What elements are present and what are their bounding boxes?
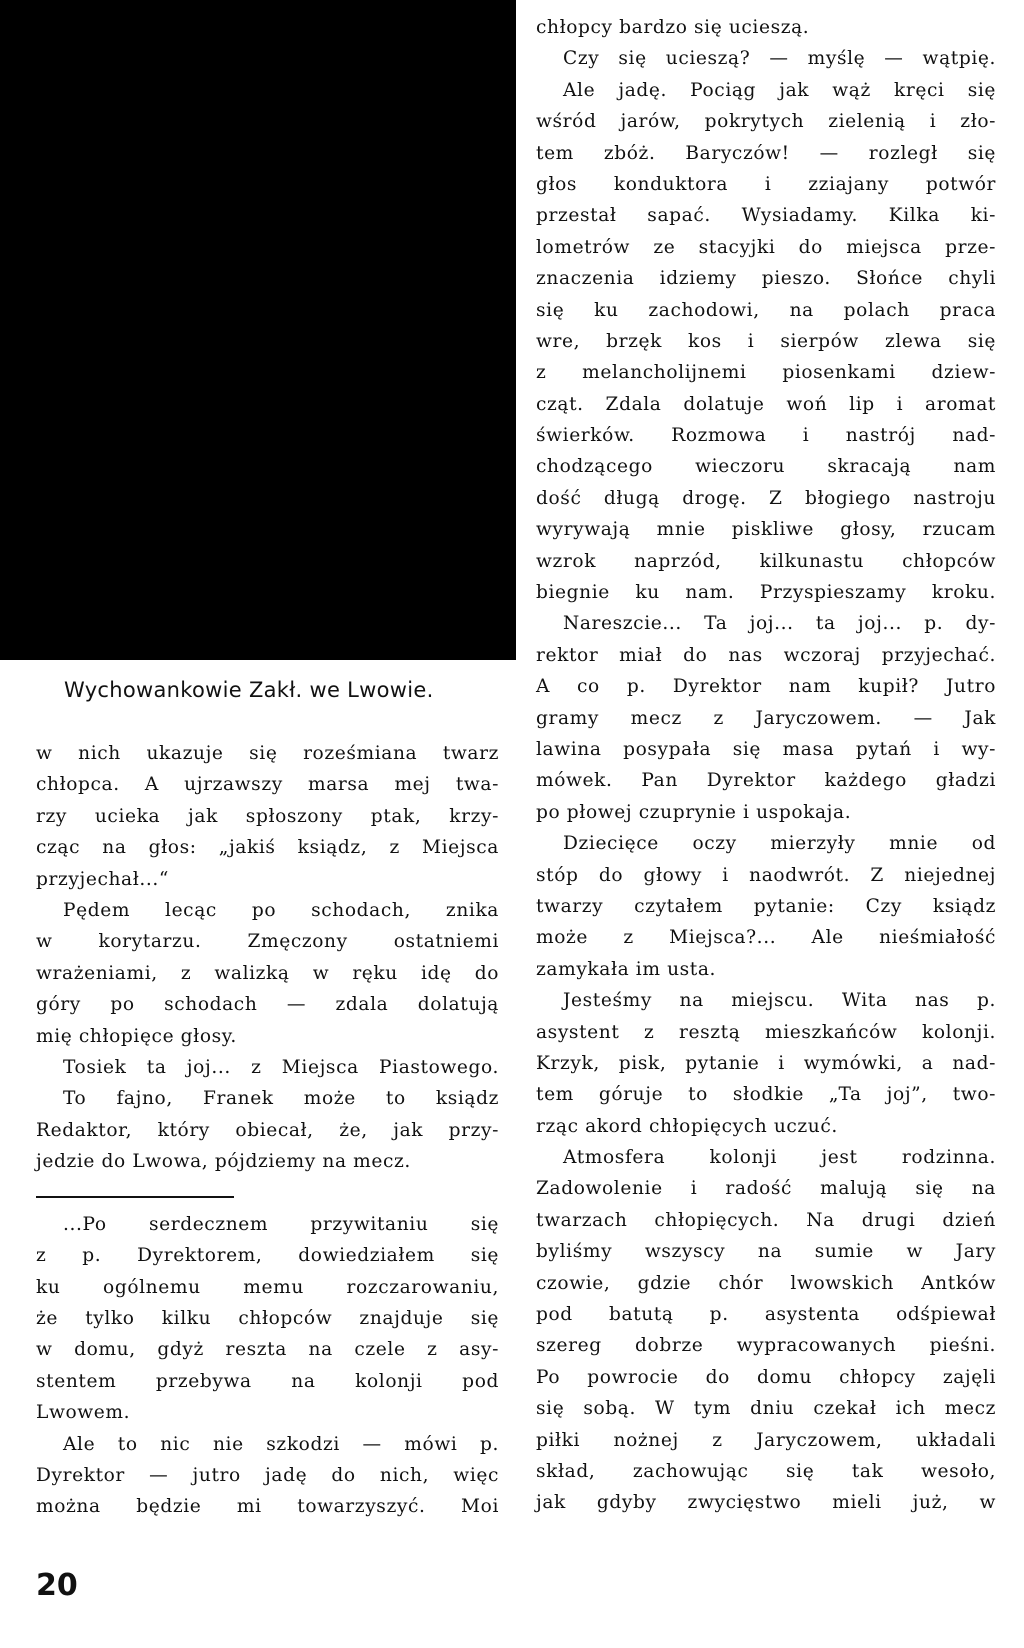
text-line: może z Miejsca?... Ale nieśmiałość <box>536 927 996 949</box>
text-line: w domu, gdyż reszta na czele z asy- <box>36 1339 499 1361</box>
text-line: skład, zachowując się tak wesoło, <box>536 1460 996 1482</box>
text-line: tem zbóż. Baryczów! — rozległ się <box>536 142 996 164</box>
photo-caption: Wychowankowie Zakł. we Lwowie. <box>64 678 434 702</box>
text-line: Jesteśmy na miejscu. Wita nas p. <box>563 990 996 1012</box>
text-line: wrażeniami, z walizką w ręku idę do <box>36 962 499 984</box>
text-line: pod batutą p. asystenta odśpiewał <box>536 1304 996 1326</box>
page-number: 20 <box>36 1568 78 1603</box>
text-line: asystent z resztą mieszkańców kolonji. <box>536 1021 996 1043</box>
section-separator <box>36 1177 499 1208</box>
text-line: znaczenia idziemy pieszo. Słońce chyli <box>536 268 996 290</box>
text-line: cząc na głos: „jakiś ksiądz, z Miejsca <box>36 837 499 859</box>
text-line: byliśmy wszyscy na sumie w Jary <box>536 1241 996 1263</box>
text-line: dość długą drogę. Z błogiego nastroju <box>536 487 996 509</box>
right-column <box>536 12 996 1519</box>
text-line: chłopca. A ujrzawszy marsa mej twa- <box>36 774 499 796</box>
text-line: wzrok naprzód, kilkunastu chłopców <box>536 550 996 572</box>
text-line: jak gdyby zwycięstwo mieli już, w <box>536 1492 996 1514</box>
text-line: gramy mecz z Jaryczowem. — Jak <box>536 707 996 729</box>
left-column <box>36 738 499 1523</box>
text-line: Czy się ucieszą? — myślę — wątpię. <box>563 48 996 70</box>
text-line: chodzącego wieczoru skracają nam <box>536 456 996 478</box>
text-line: Ale to nic nie szkodzi — mówi p. <box>63 1433 499 1455</box>
text-line: można będzie mi towarzyszyć. Moi <box>36 1496 499 1518</box>
text-line: szereg dobrze wypracowanych pieśni. <box>536 1335 996 1357</box>
text-line: A co p. Dyrektor nam kupił? Jutro <box>536 676 996 698</box>
text-line: Atmosfera kolonji jest rodzinna. <box>563 1147 996 1169</box>
text-line: biegnie ku nam. Przyspieszamy kroku. <box>536 582 996 604</box>
text-line: rektor miał do nas wczoraj przyjechać. <box>536 644 996 666</box>
text-line: Po powrocie do domu chłopcy zajęli <box>536 1366 996 1388</box>
text-line: Lwowem. <box>36 1402 131 1424</box>
text-line: tem góruje to słodkie „Ta joj”, two- <box>536 1084 996 1106</box>
text-line: w korytarzu. Zmęczony ostatniemi <box>36 931 499 953</box>
text-line: mię chłopięce głosy. <box>36 1025 237 1047</box>
text-line: Krzyk, pisk, pytanie i wymówki, a nad- <box>536 1052 996 1074</box>
text-line: świerków. Rozmowa i nastrój nad- <box>536 425 996 447</box>
text-line: przestał sapać. Wysiadamy. Kilka ki- <box>536 205 996 227</box>
text-line: czowie, gdzie chór lwowskich Antków <box>536 1272 996 1294</box>
photo-area <box>0 0 516 660</box>
text-line: To fajno, Franek może to ksiądz <box>63 1088 499 1110</box>
text-line: Dyrektor — jutro jadę do nich, więc <box>36 1464 499 1486</box>
text-line: Dziecięce oczy mierzyły mnie od <box>563 833 996 855</box>
text-line: wre, brzęk kos i sierpów zlewa się <box>536 330 996 352</box>
text-line: wśród jarów, pokrytych zielenią i zło- <box>536 111 996 133</box>
text-line: z melancholijnemi piosenkami dziew- <box>536 362 996 384</box>
text-line: piłki nożnej z Jaryczowem, układali <box>536 1429 996 1451</box>
text-line: lometrów ze stacyjki do miejsca prze- <box>536 236 996 258</box>
text-line: Ale jadę. Pociąg jak wąż kręci się <box>563 79 996 101</box>
text-line: Tosiek ta joj... z Miejsca Piastowego. <box>63 1056 499 1078</box>
text-line: Nareszcie... Ta joj... ta joj... p. dy- <box>563 613 996 635</box>
text-line: Pędem lecąc po schodach, znika <box>63 899 499 921</box>
text-line: z p. Dyrektorem, dowiedziałem się <box>36 1245 499 1267</box>
text-line: stóp do głowy i naodwrót. Z niejednej <box>536 864 996 886</box>
text-line: rząc akord chłopięcych uczuć. <box>536 1115 838 1137</box>
text-line: jedzie do Lwowa, pójdziemy na mecz. <box>36 1151 411 1173</box>
text-line: ...Po serdecznem przywitaniu się <box>63 1213 499 1235</box>
text-line: mówek. Pan Dyrektor każdego gładzi <box>536 770 996 792</box>
text-line: przyjechał...“ <box>36 868 169 890</box>
text-line: wyrywają mnie piskliwe głosy, rzucam <box>536 519 996 541</box>
text-line: stentem przebywa na kolonji pod <box>36 1370 499 1392</box>
text-line: góry po schodach — zdala dolatują <box>36 994 499 1016</box>
text-line: chłopcy bardzo się ucieszą. <box>536 17 810 38</box>
text-line: głos konduktora i zziajany potwór <box>536 173 996 195</box>
text-line: w nich ukazuje się roześmiana twarz <box>36 743 499 764</box>
text-line: cząt. Zdala dolatuje woń lip i aromat <box>536 393 996 415</box>
text-line: że tylko kilku chłopców znajduje się <box>36 1308 499 1330</box>
text-line: rzy ucieka jak spłoszony ptak, krzy- <box>36 805 499 827</box>
text-line: się ku zachodowi, na polach praca <box>536 299 996 321</box>
text-line: twarzy czytałem pytanie: Czy ksiądz <box>536 895 996 917</box>
text-line: ku ogólnemu memu rozczarowaniu, <box>36 1276 499 1298</box>
text-line: Zadowolenie i radość malują się na <box>536 1178 996 1200</box>
text-line: po płowej czuprynie i uspokaja. <box>536 801 852 823</box>
text-line: zamykała im usta. <box>536 958 717 980</box>
text-line: się sobą. W tym dniu czekał ich mecz <box>536 1398 996 1420</box>
text-line: lawina posypała się masa pytań i wy- <box>536 738 996 760</box>
text-line: twarzach chłopięcych. Na drugi dzień <box>536 1209 996 1231</box>
text-line: Redaktor, który obiecał, że, jak przy- <box>36 1119 499 1141</box>
